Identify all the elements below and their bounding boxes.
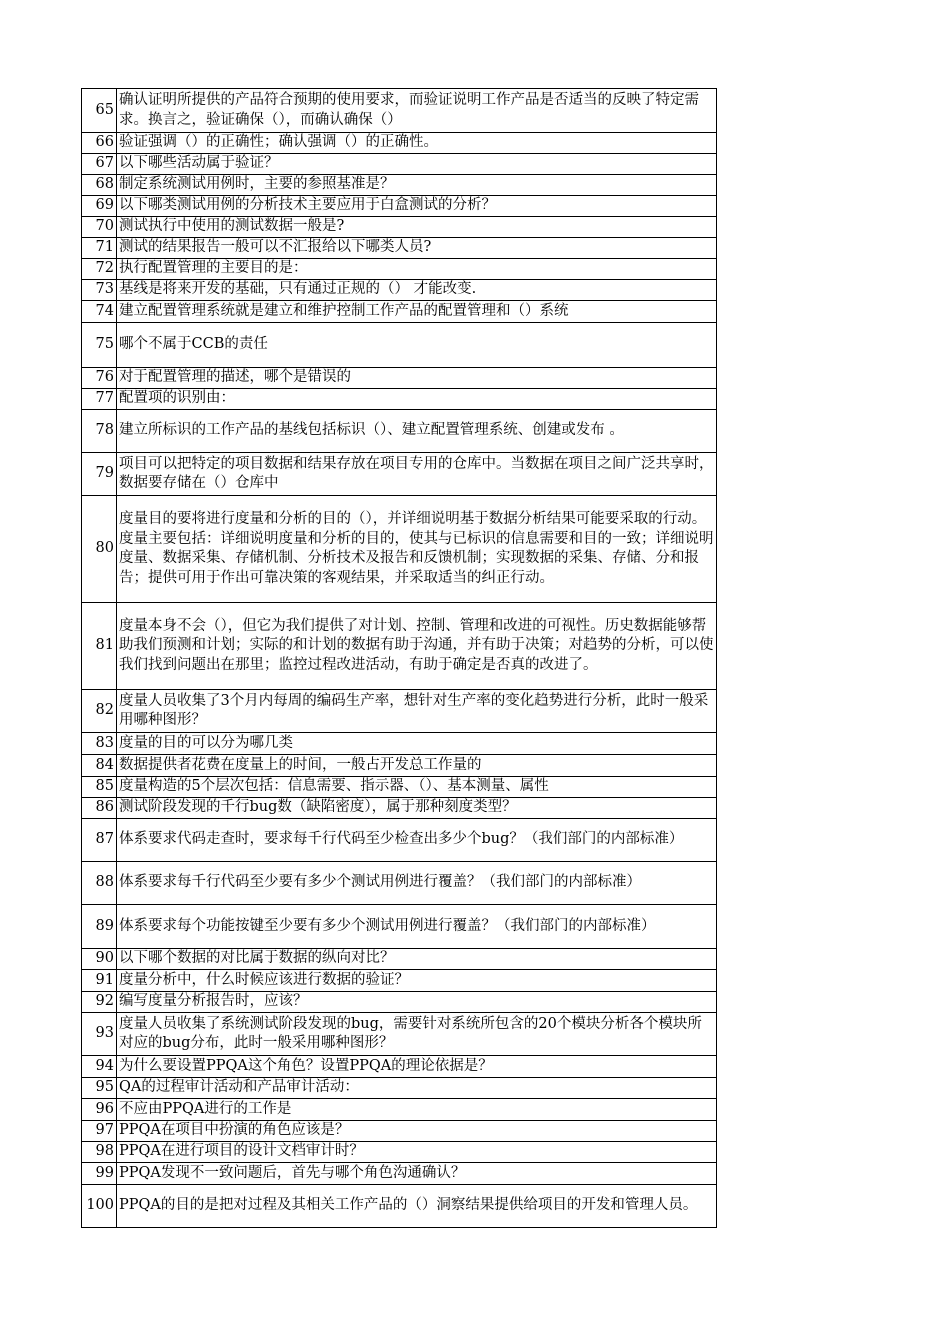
question-text: 度量本身不会（），但它为我们提供了对计划、控制、管理和改进的可视性。历史数据能够帮助我们预测和计划；实际的和计划的数据有助于沟通，并有助于决策；对趋势的分析，可以使我们找到问题出在那里；监控过程改进活动，有助于确定是否真的改进了。 xyxy=(117,603,717,690)
table-row xyxy=(82,819,717,862)
row-number: 68 xyxy=(82,175,117,196)
table-row xyxy=(82,905,717,949)
question-text: 度量目的要将进行度量和分析的目的（），并详细说明基于数据分析结果可能要采取的行动。度量主要包括：详细说明度量和分析的目的，使其与已标识的信息需要和目的一致；详细说明度量、数据采集、存储机制、分析技术及报告和反馈机制；实现数据的采集、存储、分和报告；提供可用于作出可靠决策的客观结果，并采取适当的纠正行动。 xyxy=(117,496,717,603)
row-number: 87 xyxy=(82,819,117,862)
question-text: 以下哪类测试用例的分析技术主要应用于白盒测试的分析？ xyxy=(117,196,717,217)
table-row xyxy=(82,949,717,970)
row-number: 83 xyxy=(82,733,117,755)
table-row xyxy=(82,1121,717,1142)
question-table xyxy=(81,88,717,1228)
question-text: 为什么要设置PPQA这个角色？设置PPQA的理论依据是？ xyxy=(117,1056,717,1078)
question-text: 数据提供者花费在度量上的时间，一般占开发总工作量的 xyxy=(117,755,717,777)
row-number: 65 xyxy=(82,89,117,133)
table-row xyxy=(82,389,717,410)
row-number: 81 xyxy=(82,603,117,690)
table-row xyxy=(82,323,717,368)
table-row xyxy=(82,496,717,603)
table-row xyxy=(82,217,717,238)
question-text: PPQA在进行项目的设计文档审计时？ xyxy=(117,1142,717,1163)
table-row xyxy=(82,1099,717,1121)
row-number: 71 xyxy=(82,238,117,259)
row-number: 89 xyxy=(82,905,117,949)
table-row xyxy=(82,133,717,154)
table-row xyxy=(82,453,717,496)
row-number: 69 xyxy=(82,196,117,217)
row-number: 72 xyxy=(82,259,117,280)
row-number: 95 xyxy=(82,1078,117,1099)
row-number: 88 xyxy=(82,862,117,905)
table-row xyxy=(82,1142,717,1163)
question-text: 体系要求代码走查时，要求每千行代码至少检查出多少个bug？（我们部门的内部标准） xyxy=(117,819,717,862)
question-text: 确认证明所提供的产品符合预期的使用要求，而验证说明工作产品是否适当的反映了特定需求。换言之，验证确保（），而确认确保（） xyxy=(117,89,717,133)
row-number: 96 xyxy=(82,1099,117,1121)
table-row xyxy=(82,368,717,389)
question-text: 哪个不属于CCB的责任 xyxy=(117,323,717,368)
table-row xyxy=(82,1163,717,1185)
question-text: 编写度量分析报告时，应该？ xyxy=(117,992,717,1013)
question-text: 测试的结果报告一般可以不汇报给以下哪类人员? xyxy=(117,238,717,259)
table-row xyxy=(82,1078,717,1099)
question-text: 对于配置管理的描述，哪个是错误的 xyxy=(117,368,717,389)
question-text: 度量人员收集了3个月内每周的编码生产率，想针对生产率的变化趋势进行分析，此时一般采用哪种图形？ xyxy=(117,690,717,733)
table-row xyxy=(82,280,717,301)
table-row xyxy=(82,690,717,733)
question-text: 基线是将来开发的基础，只有通过正规的（） 才能改变. xyxy=(117,280,717,301)
row-number: 82 xyxy=(82,690,117,733)
row-number: 93 xyxy=(82,1013,117,1056)
row-number: 66 xyxy=(82,133,117,154)
table-row xyxy=(82,238,717,259)
table-row xyxy=(82,755,717,777)
row-number: 75 xyxy=(82,323,117,368)
row-number: 70 xyxy=(82,217,117,238)
question-text: 体系要求每个功能按键至少要有多少个测试用例进行覆盖？（我们部门的内部标准） xyxy=(117,905,717,949)
table-row xyxy=(82,1013,717,1056)
row-number: 73 xyxy=(82,280,117,301)
question-text: 执行配置管理的主要目的是： xyxy=(117,259,717,280)
question-text: 测试阶段发现的千行bug数（缺陷密度），属于那种刻度类型？ xyxy=(117,798,717,819)
question-text: 制定系统测试用例时，主要的参照基准是？ xyxy=(117,175,717,196)
question-text: QA的过程审计活动和产品审计活动： xyxy=(117,1078,717,1099)
row-number: 86 xyxy=(82,798,117,819)
question-text: 以下哪个数据的对比属于数据的纵向对比？ xyxy=(117,949,717,970)
table-row xyxy=(82,175,717,196)
question-text: 建立配置管理系统就是建立和维护控制工作产品的配置管理和（）系统 xyxy=(117,301,717,323)
row-number: 100 xyxy=(82,1185,117,1228)
table-row xyxy=(82,259,717,280)
row-number: 74 xyxy=(82,301,117,323)
question-text: 配置项的识别由： xyxy=(117,389,717,410)
row-number: 76 xyxy=(82,368,117,389)
question-text: 建立所标识的工作产品的基线包括标识（）、建立配置管理系统、创建或发布 。 xyxy=(117,410,717,453)
row-number: 92 xyxy=(82,992,117,1013)
table-row xyxy=(82,862,717,905)
row-number: 99 xyxy=(82,1163,117,1185)
question-text: 验证强调（）的正确性；确认强调（）的正确性。 xyxy=(117,133,717,154)
table-row xyxy=(82,798,717,819)
row-number: 84 xyxy=(82,755,117,777)
question-text: 度量人员收集了系统测试阶段发现的bug，需要针对系统所包含的20个模块分析各个模块所对应的bug分布，此时一般采用哪种图形？ xyxy=(117,1013,717,1056)
row-number: 91 xyxy=(82,970,117,992)
row-number: 67 xyxy=(82,154,117,175)
table-row xyxy=(82,970,717,992)
question-text: 不应由PPQA进行的工作是 xyxy=(117,1099,717,1121)
row-number: 90 xyxy=(82,949,117,970)
table-row xyxy=(82,992,717,1013)
table-row xyxy=(82,733,717,755)
row-number: 98 xyxy=(82,1142,117,1163)
table-row xyxy=(82,603,717,690)
row-number: 85 xyxy=(82,777,117,798)
table-row xyxy=(82,154,717,175)
row-number: 97 xyxy=(82,1121,117,1142)
table-row xyxy=(82,777,717,798)
question-text: 度量构造的5个层次包括：信息需要、指示器、（）、基本测量、属性 xyxy=(117,777,717,798)
question-text: 度量的目的可以分为哪几类 xyxy=(117,733,717,755)
question-text: 测试执行中使用的测试数据一般是? xyxy=(117,217,717,238)
table-row xyxy=(82,1185,717,1228)
question-text: 体系要求每千行代码至少要有多少个测试用例进行覆盖？（我们部门的内部标准） xyxy=(117,862,717,905)
question-text: PPQA发现不一致问题后，首先与哪个角色沟通确认？ xyxy=(117,1163,717,1185)
question-text: 度量分析中，什么时候应该进行数据的验证？ xyxy=(117,970,717,992)
row-number: 77 xyxy=(82,389,117,410)
question-text: PPQA在项目中扮演的角色应该是？ xyxy=(117,1121,717,1142)
row-number: 78 xyxy=(82,410,117,453)
row-number: 94 xyxy=(82,1056,117,1078)
table-row xyxy=(82,89,717,133)
table-row xyxy=(82,196,717,217)
question-text: 以下哪些活动属于验证？ xyxy=(117,154,717,175)
row-number: 79 xyxy=(82,453,117,496)
question-text: 项目可以把特定的项目数据和结果存放在项目专用的仓库中。当数据在项目之间广泛共享时，数据要存储在（）仓库中 xyxy=(117,453,717,496)
row-number: 80 xyxy=(82,496,117,603)
table-row xyxy=(82,1056,717,1078)
table-row xyxy=(82,301,717,323)
table-row xyxy=(82,410,717,453)
question-text: PPQA的目的是把对过程及其相关工作产品的（）洞察结果提供给项目的开发和管理人员。 xyxy=(117,1185,717,1228)
